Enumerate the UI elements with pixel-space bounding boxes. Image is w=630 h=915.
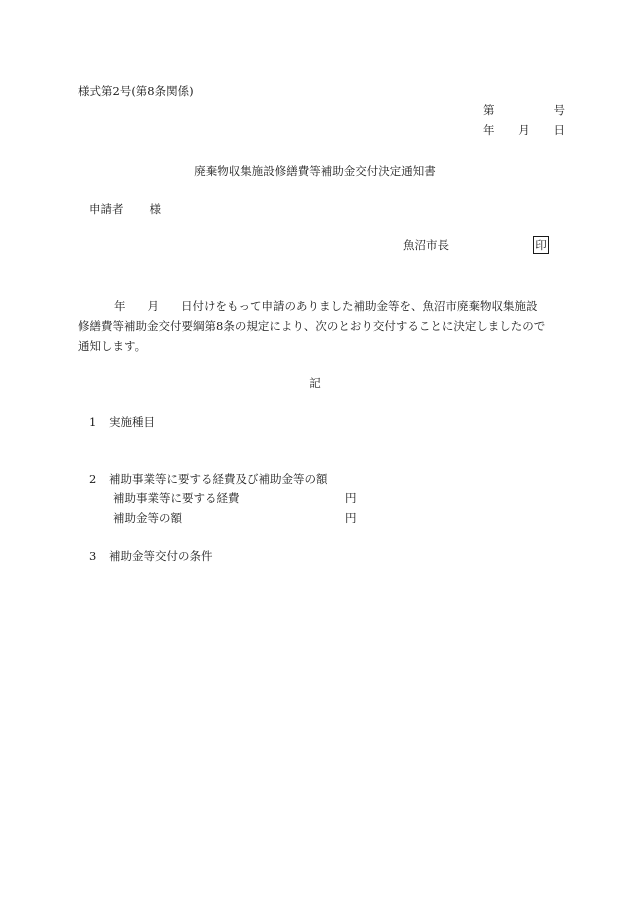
issue-date-line xyxy=(483,124,565,138)
mayor-name: 魚沼市長 xyxy=(403,238,449,252)
number-prefix: 第 xyxy=(483,103,495,117)
list-item xyxy=(89,550,213,564)
date-month: 月 xyxy=(518,123,530,137)
body-line-2: 修繕費等補助金交付要綱第8条の規定により、次のとおり交付することに決定しましたので xyxy=(78,319,546,333)
body-line-3: 通知します。 xyxy=(78,339,147,353)
list-item xyxy=(89,416,155,430)
applicant-honorific: 様 xyxy=(149,202,161,216)
body-line-1 xyxy=(78,296,568,316)
form-label: 様式第2号(第8条関係) xyxy=(78,84,194,98)
ki-heading: 記 xyxy=(309,376,321,390)
seal-mark: 印 xyxy=(533,236,549,254)
number-suffix: 号 xyxy=(553,103,565,117)
item-text: 補助金等交付の条件 xyxy=(109,549,213,563)
item-text: 補助事業等に要する経費及び補助金等の額 xyxy=(109,472,328,486)
sub-item-label: 補助事業等に要する経費 xyxy=(113,491,240,505)
item-number: 1 xyxy=(89,415,97,429)
body-year: 年 xyxy=(114,299,126,313)
applicant-label: 申請者 xyxy=(89,202,124,216)
sub-item-label: 補助金等の額 xyxy=(113,511,182,525)
item-text: 実施種目 xyxy=(109,415,155,429)
date-day: 日 xyxy=(553,123,565,137)
body-line-1-rest: 日付けをもって申請のありました補助金等を、魚沼市廃棄物収集施設 xyxy=(181,299,538,313)
applicant-line xyxy=(89,203,161,217)
body-month: 月 xyxy=(147,299,159,313)
item-number: 3 xyxy=(89,549,97,563)
document-title: 廃棄物収集施設修繕費等補助金交付決定通知書 xyxy=(194,164,436,178)
list-item xyxy=(89,473,328,487)
notice-body xyxy=(78,296,568,356)
item-number: 2 xyxy=(89,472,97,486)
sub-item-unit: 円 xyxy=(345,491,357,505)
sub-item-unit: 円 xyxy=(345,511,357,525)
document-number-line xyxy=(483,104,565,118)
date-year: 年 xyxy=(483,123,495,137)
